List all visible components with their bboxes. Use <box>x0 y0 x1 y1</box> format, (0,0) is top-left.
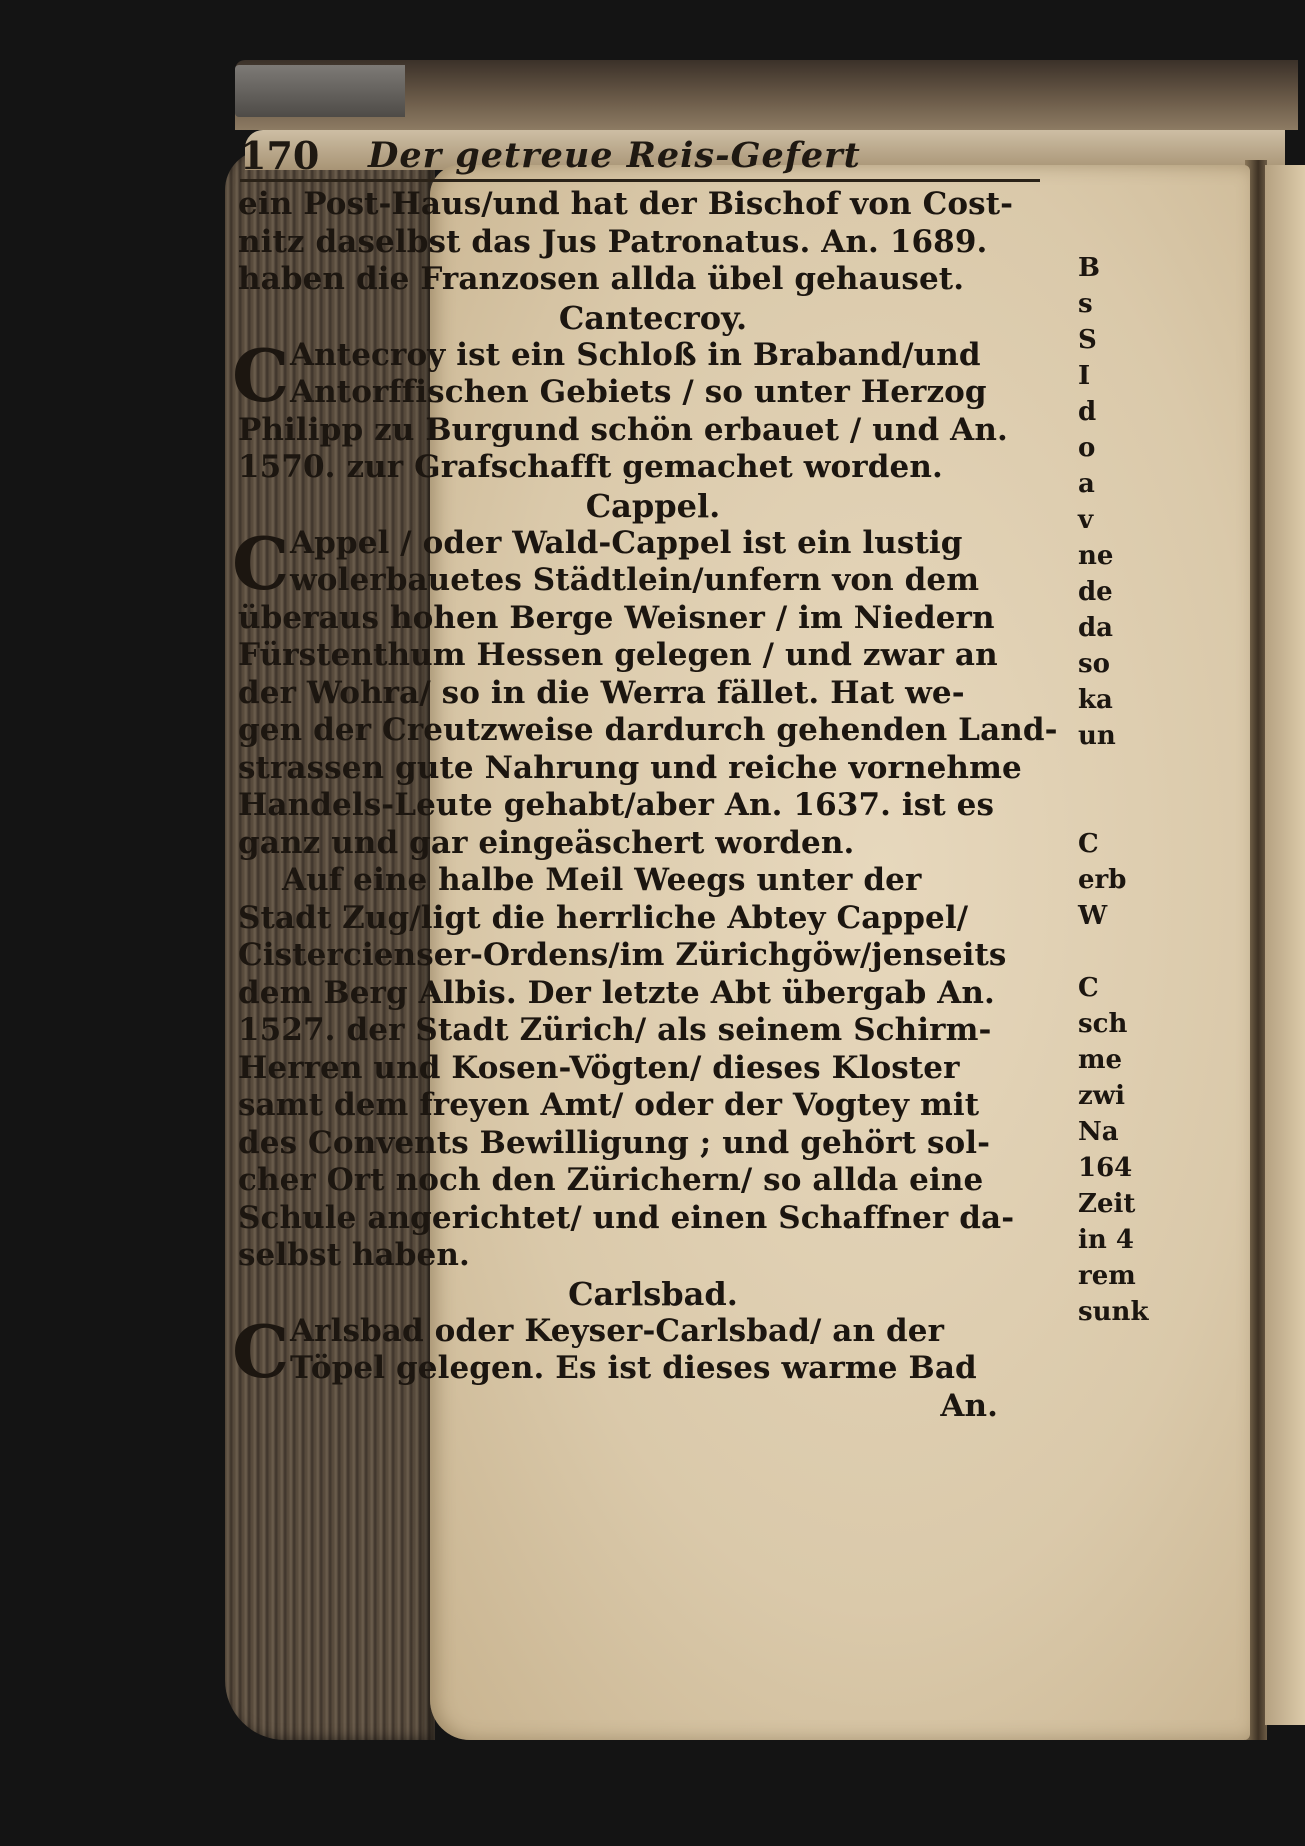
text-line: Herren und Kosen-Vögten/ dieses Kloster <box>238 1049 960 1086</box>
next-page-fragment: C <box>1078 829 1099 859</box>
page-number: 170 <box>240 133 320 178</box>
next-page-fragment: so <box>1078 649 1110 679</box>
next-page-fragment: s <box>1078 289 1093 319</box>
text-line: wolerbauetes Städtlein/unfern von dem <box>290 562 980 598</box>
next-page-fragment: erb <box>1078 865 1127 895</box>
next-page-fragment: I <box>1078 361 1091 391</box>
text-line: Antorffischen Gebiets / so unter Herzog <box>290 374 987 410</box>
next-page-fragment: S <box>1078 325 1097 355</box>
entry-heading-cantecroy: Cantecroy. <box>558 298 748 337</box>
drop-capital: C <box>232 332 290 418</box>
next-page-fragment: a <box>1078 469 1095 499</box>
text-line: der Wohra/ so in die Werra fället. Hat we- <box>238 674 965 711</box>
text-line: nitz daselbst das Jus Patronatus. An. 1689. <box>238 223 988 260</box>
next-page-fragment: W <box>1078 901 1108 931</box>
next-page-fragment: C <box>1078 973 1099 1003</box>
text-line: 1527. der Stadt Zürich/ als seinem Schirm- <box>238 1012 992 1048</box>
text-line-content: Appel / oder Wald-Cappel ist ein lustig <box>290 524 963 561</box>
text-line: Philipp zu Burgund schön erbauet / und An. <box>238 411 1008 448</box>
next-page-fragment: d <box>1078 397 1097 427</box>
next-page-fragment: me <box>1078 1045 1123 1075</box>
next-page-fragment: de <box>1078 577 1113 607</box>
next-page-fragment: o <box>1078 433 1096 463</box>
text-line: dem Berg Albis. Der letzte Abt übergab An. <box>238 974 995 1011</box>
next-page-fragment: Na <box>1078 1117 1119 1147</box>
catchword: An. <box>940 1387 998 1424</box>
entry-heading-carlsbad: Carlsbad. <box>568 1274 738 1313</box>
next-page-fragment: in 4 <box>1078 1225 1134 1255</box>
text-line: cher Ort noch den Zürichern/ so allda eine <box>238 1162 984 1198</box>
next-page-fragment: B <box>1078 253 1100 283</box>
drop-capital: C <box>232 1308 290 1394</box>
next-page-fragment: da <box>1078 613 1114 643</box>
text-line: strassen gute Nahrung und reiche vornehme <box>238 749 1022 786</box>
text-line: ganz und gar eingeäschert worden. <box>238 824 855 861</box>
text-line: Cistercienser-Ordens/im Zürichgöw/jenseits <box>238 937 1007 973</box>
next-page-fragment: v <box>1078 505 1094 535</box>
next-page-fragment: ne <box>1078 541 1114 571</box>
next-page-fragment: ka <box>1078 685 1113 715</box>
next-page-fragment <box>1078 790 1102 826</box>
text-line: selbst haben. <box>238 1237 470 1273</box>
next-page-fragment: Zeit <box>1078 1189 1136 1219</box>
next-page-fragment: un <box>1078 721 1116 751</box>
text-line: Stadt Zug/ligt die herrliche Abtey Cappel/ <box>238 899 969 936</box>
text-line: Schule angerichtet/ und einen Schaffner da- <box>238 1199 1015 1236</box>
text-line: Auf eine halbe Meil Weegs unter der <box>282 862 922 898</box>
drop-capital: C <box>232 520 290 606</box>
text-line: des Convents Bewilligung ; und gehört sol- <box>238 1124 991 1161</box>
next-page-fragment: rem <box>1078 1261 1136 1291</box>
next-page-fragment <box>1078 934 1102 970</box>
next-page-fragment <box>1078 754 1102 790</box>
text-line: gen der Creutzweise dardurch gehenden Land- <box>238 712 1058 748</box>
text-line: überaus hohen Berge Weisner / im Niedern <box>238 599 995 636</box>
text-line-content: Arlsbad oder Keyser-Carlsbad/ an der <box>290 1312 945 1349</box>
cover-clasp <box>235 65 405 117</box>
next-page-fragment: sunk <box>1078 1297 1149 1327</box>
text-line: samt dem freyen Amt/ oder der Vogtey mit <box>238 1087 980 1123</box>
text-line-content: Antecroy ist ein Schloß in Braband/und <box>290 336 981 373</box>
next-page-fragment: 164 <box>1078 1153 1133 1183</box>
next-page-edge <box>1265 165 1305 1725</box>
next-page-text-fragments <box>1078 250 1149 1330</box>
text-line: Fürstenthum Hessen gelegen / und zwar an <box>238 637 998 673</box>
text-line: Handels-Leute gehabt/aber An. 1637. ist es <box>238 787 995 823</box>
text-line: Töpel gelegen. Es ist dieses warme Bad <box>290 1350 977 1386</box>
next-page-fragment: sch <box>1078 1009 1128 1039</box>
text-line: haben die Franzosen allda übel gehauset. <box>238 261 965 297</box>
next-page-fragment: zwi <box>1078 1081 1126 1111</box>
running-head: Der getreue Reis-Gefert <box>368 135 861 176</box>
text-line: 1570. zur Grafschafft gemachet worden. <box>238 449 943 485</box>
top-cover <box>235 60 1298 130</box>
entry-heading-cappel: Cappel. <box>585 486 721 525</box>
page-text <box>232 186 1058 1425</box>
text-line: ein Post-Haus/und hat der Bischof von Cost- <box>238 186 1014 222</box>
page-header <box>240 127 1040 182</box>
